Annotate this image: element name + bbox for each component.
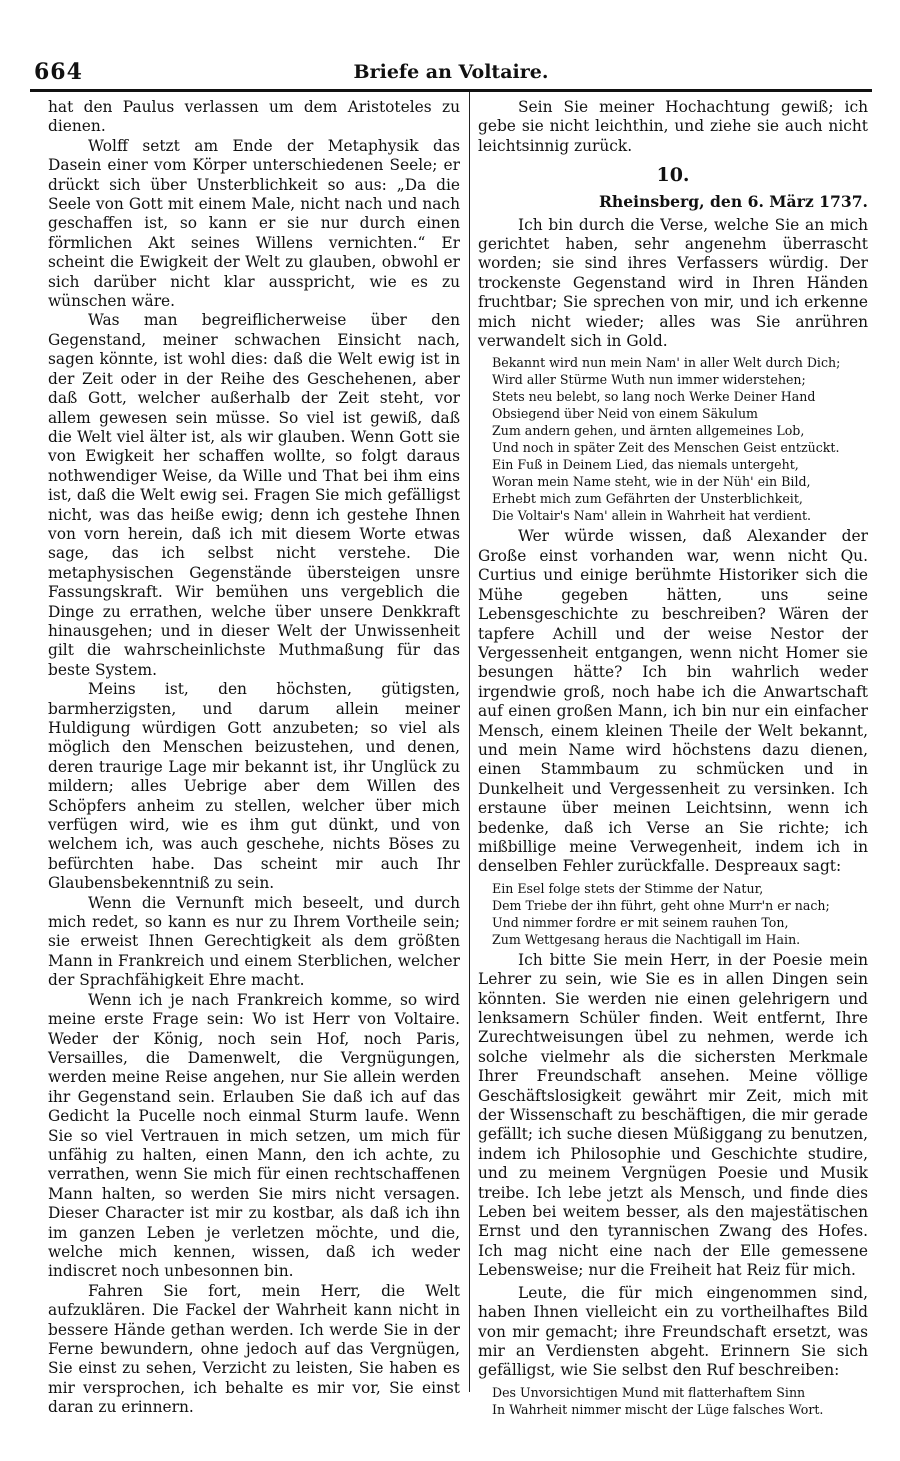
poem-line: Des Unvorsichtigen Mund mit flatterhaftem Sinn (492, 1384, 806, 1400)
paragraph: Ich bin durch die Verse, welche Sie an mich gerichtet haben, sehr angenehm überrascht worden; sie sind ihres Verfassers würdig. Der trockenste Gegenstand wird in Ihren Händen fruchtbar; Sie sprechen von mir, und ich erkenne mich nicht wieder; alles was Sie anrühren verwandelt sich in Gold. (478, 215, 868, 351)
paragraph: Leute, die für mich eingenommen sind, haben Ihnen vielleicht ein zu vortheilhaftes Bild von mir gemacht; ihre Freundschaft ersetzt, was mir an Verdiensten abgeht. Erinnern Sie sich gefälligst, wie Sie selbst den Ruf beschreiben: (478, 1283, 868, 1380)
paragraph: Wolff setzt am Ende der Metaphysik das Dasein einer vom Körper unterschiedenen Seele; er drückt sich über Unsterblichkeit so aus: „Da die Seele von Gott mit einem Male, nicht nach und nach geschaffen ist, so kann er sie nur durch einen förmlichen Akt seines Willens vernichten.“ Er scheint die Ewigkeit der Welt zu glauben, obwohl er sich darüber nicht klar ausspricht, wie es zu wünschen wäre. (48, 136, 460, 311)
poem-line: Ein Esel folge stets der Stimme der Natur, (492, 880, 764, 896)
paragraph: Wer würde wissen, daß Alexander der Große einst vorhanden war, wenn nicht Qu. Curtius und einige berühmte Historiker sich die Mühe gegeben hätten, uns seine Lebensgeschichte zu beschreiben? Wären der tapfere Achill und der weise Nestor der Vergessenheit entgangen, wenn nicht Homer sie besungen hätte? Ich bin wahrlich weder irgendwie groß, noch habe ich die Anwartschaft auf einen großen Mann, ich bin nur ein einfacher Mensch, einem kleinen Theile der Welt bekannt, und mein Name wird höchstens dazu dienen, einen Stammbaum zu schmücken und in Dunkelheit und Vergessenheit zu versinken. Ich erstaune über meinen Leichtsinn, wenn ich bedenke, daß ich Verse an Sie richte; ich mißbillige meine Verwegenheit, indem ich in denselben Fehler zurückfalle. Despreaux sagt: (478, 527, 868, 876)
paragraph: Was man begreiflicherweise über den Gegenstand, meiner schwachen Einsicht nach, sagen könnte, ist wohl dies: daß die Welt ewig ist in der Zeit oder in der Reihe des Geschehenen, aber daß Gott, welcher außerhalb der Zeit steht, vor allem gewesen sein müsse. So viel ist gewiß, daß die Welt viel älter ist, als wir glauben. Wenn Gott sie von Ewigkeit her schaffen wollte, so folgt daraus nothwendiger Weise, da Wille und That bei ihm eins ist, daß die Welt ewig sei. Fragen Sie mich gefälligst nicht, was das heiße ewig; denn ich gestehe Ihnen von vorn herein, daß ich mit diesem Worte etwas sage, das ich selbst nicht verstehe. Die metaphysischen Gegenstände übersteigen unsre Fassungskraft. Wir bemühen uns vergeblich die Dinge zu errathen, welche über unsere Denkkraft hinausgehen; und in dieser Welt der Unwissenheit gilt die wahrscheinlichste Muthmaßung für das beste System. (48, 311, 460, 679)
letter-number: 10. (656, 164, 690, 187)
poem-line: Stets neu belebt, so lang noch Werke Deiner Hand (492, 389, 816, 405)
poem-line: Wird aller Stürme Wuth nun immer widerstehen; (492, 372, 806, 388)
paragraph: Meins ist, den höchsten, gütigsten, barmherzigsten, und darum allein meiner Huldigung würdigen Gott anzubeten; so viel als möglich den Menschen beizustehen, und denen, deren traurige Lage mir bekannt ist, ihr Unglück zu mildern; alles Uebrige aber dem Willen des Schöpfers anheim zu stellen, welcher über mich verfügen wird, wie es ihm gut dünkt, und von welchem ich, was auch geschehe, nichts Böses zu befürchten habe. Das scheint mir auch Ihr Glaubensbekenntniß zu sein. (48, 680, 460, 893)
running-title: Briefe an Voltaire. (353, 61, 549, 83)
column-divider (469, 92, 470, 1392)
paragraph: Wenn ich je nach Frankreich komme, so wird meine erste Frage sein: Wo ist Herr von Voltaire. Weder der König, noch sein Hof, noch Paris, Versailles, die Damenwelt, die Vergnügungen, werden meine Reise angehen, nur Sie allein werden ihr Gegenstand sein. Erlauben Sie daß ich auf das Gedicht la Pucelle noch einmal Sturm laufe. Wenn Sie so viel Vertrauen in mich setzen, um mich für unfähig zu halten, einen Mann, den ich achte, zu verrathen, wenn Sie mich für einen rechtschaffenen Mann halten, so werden Sie mirs nicht versagen. Dieser Character ist mir zu kostbar, als daß ich ihn im ganzen Leben je verletzen möchte, und die, welche mich kennen, wissen, daß ich weder indiscret noch unbesonnen bin. (48, 990, 460, 1281)
poem-line: Und nimmer fordre er mit seinem rauhen Ton, (492, 914, 789, 930)
left-column (48, 98, 460, 1417)
poem-line: Obsiegend über Neid von einem Säkulum (492, 406, 758, 422)
poem-line: Zum Wettgesang heraus die Nachtigall im Hain. (492, 931, 801, 947)
poem-line: Ein Fuß in Deinem Lied, das niemals untergeht, (492, 457, 799, 473)
page-number: 664 (34, 59, 83, 85)
poem-line: Zum andern gehen, und ärnten allgemeines Lob, (492, 423, 805, 439)
poem-block (492, 354, 868, 524)
poem-line: Erhebt mich zum Gefährten der Unsterblichkeit, (492, 491, 803, 507)
page-header (30, 55, 872, 92)
right-column (478, 98, 868, 1417)
paragraph: hat den Paulus verlassen um dem Aristoteles zu dienen. (48, 98, 460, 136)
poem-line: Bekannt wird nun mein Nam' in aller Welt durch Dich; (492, 355, 841, 371)
poem-line: Die Voltair's Nam' allein in Wahrheit hat verdient. (492, 508, 812, 524)
poem-line: In Wahrheit nimmer mischt der Lüge falsches Wort. (492, 1401, 824, 1417)
letter-dateline: Rheinsberg, den 6. März 1737. (598, 192, 868, 212)
paragraph: Wenn die Vernunft mich beseelt, und durch mich redet, so kann es nur zu Ihrem Vortheile sein; sie erweist Ihnen Gerechtigkeit als dem größten Mann in Frankreich und einem Sterblichen, welcher der Sprachfähigkeit Ehre macht. (48, 893, 460, 990)
poem-line: Und noch in später Zeit des Menschen Geist entzückt. (492, 440, 840, 456)
poem-block (492, 880, 868, 948)
poem-line: Dem Triebe der ihn führt, geht ohne Murr'n er nach; (492, 897, 830, 913)
paragraph: Ich bitte Sie mein Herr, in der Poesie mein Lehrer zu sein, wie Sie es in allen Dingen sein könnten. Sie werden nie einen gelehrigern und lenksamern Schüler finden. Weit entfernt, Ihre Zurechtweisungen übel zu nehmen, werde ich solche vielmehr als die sichersten Merkmale Ihrer Freundschaft ansehen. Meine völlige Geschäftslosigkeit gewährt mir Zeit, mich mit der Wissenschaft zu beschäftigen, die mir gerade gefällt; ich suche diesen Müßiggang zu benutzen, indem ich Philosophie und Geschichte studire, und zu meinem Vergnügen Poesie und Musik treibe. Ich lebe jetzt als Mensch, und finde dies Leben bei weitem besser, als den majestätischen Ernst und den tyrannischen Zwang des Hofes. Ich mag nicht eine nach der Elle gemessene Lebensweise; nur die Freiheit hat Reiz für mich. (478, 950, 868, 1280)
poem-line: Woran mein Name steht, wie in der Nüh' ein Bild, (492, 474, 811, 490)
closing-paragraph: Sein Sie meiner Hochachtung gewiß; ich gebe sie nicht leichthin, und ziehe sie auch nicht leichtsinnig zurück. (478, 98, 868, 155)
paragraph: Fahren Sie fort, mein Herr, die Welt aufzuklären. Die Fackel der Wahrheit kann nicht in bessere Hände gethan werden. Ich werde Sie in der Ferne bewundern, ohne jedoch auf das Vergnügen, Sie einst zu sehen, Verzicht zu leisten, Sie haben es mir versprochen, ich behalte es mir vor, Sie einst daran zu erinnern. (48, 1281, 460, 1417)
poem-block (492, 1384, 868, 1418)
